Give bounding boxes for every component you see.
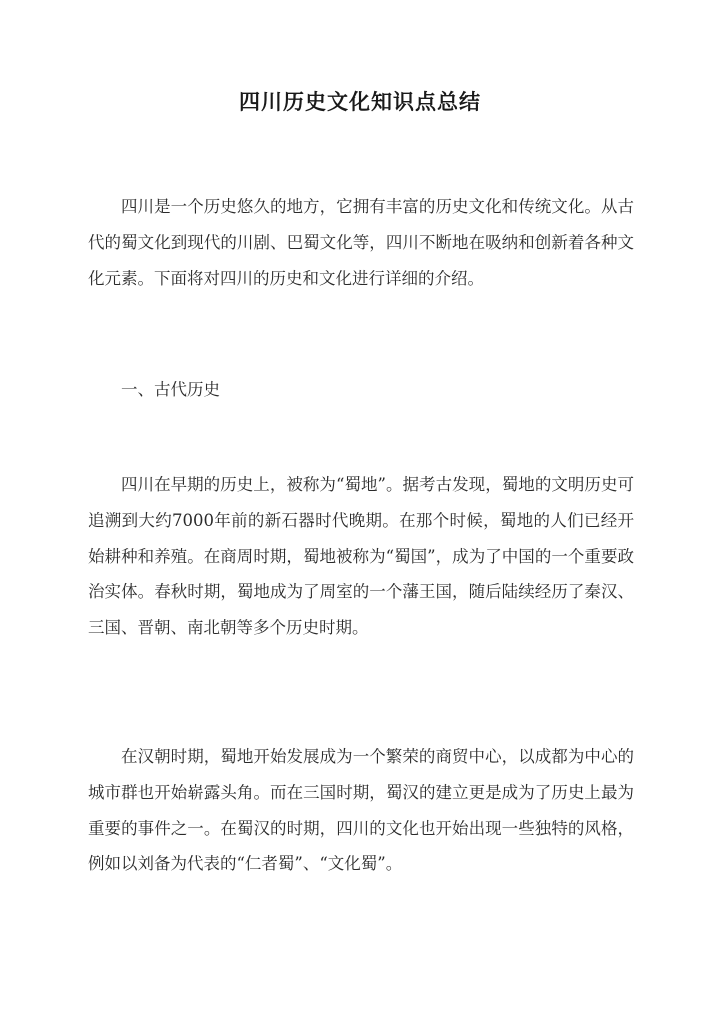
- section-heading-ancient-history: 一、古代历史: [121, 380, 220, 399]
- section-paragraph: 在汉朝时期，蜀地开始发展成为一个繁荣的商贸中心，以成都为中心的城市群也开始崭露头角。而在三国时期，蜀汉的建立更是成为了历史上最为重要的事件之一。在蜀汉的时期，四川的文化也开始出现一些独特的风格，例如以刘备为代表的“仁者蜀”、“文化蜀”。: [88, 747, 634, 874]
- section-paragraph: 四川在早期的历史上，被称为“蜀地”。据考古发现，蜀地的文明历史可追溯到大约7000年前的新石器时代晚期。在那个时候，蜀地的人们已经开始耕种和养殖。在商周时期，蜀地被称为“蜀国”，成为了中国的一个重要政治实体。春秋时期，蜀地成为了周室的一个藩王国，随后陆续经历了秦汉、三国、晋朝、南北朝等多个历史时期。: [88, 475, 634, 638]
- page-title: 四川历史文化知识点总结: [239, 89, 481, 114]
- intro-paragraph: 四川是一个历史悠久的地方，它拥有丰富的历史文化和传统文化。从古代的蜀文化到现代的川剧、巴蜀文化等，四川不断地在吸纳和创新着各种文化元素。下面将对四川的历史和文化进行详细的介绍。: [88, 197, 634, 288]
